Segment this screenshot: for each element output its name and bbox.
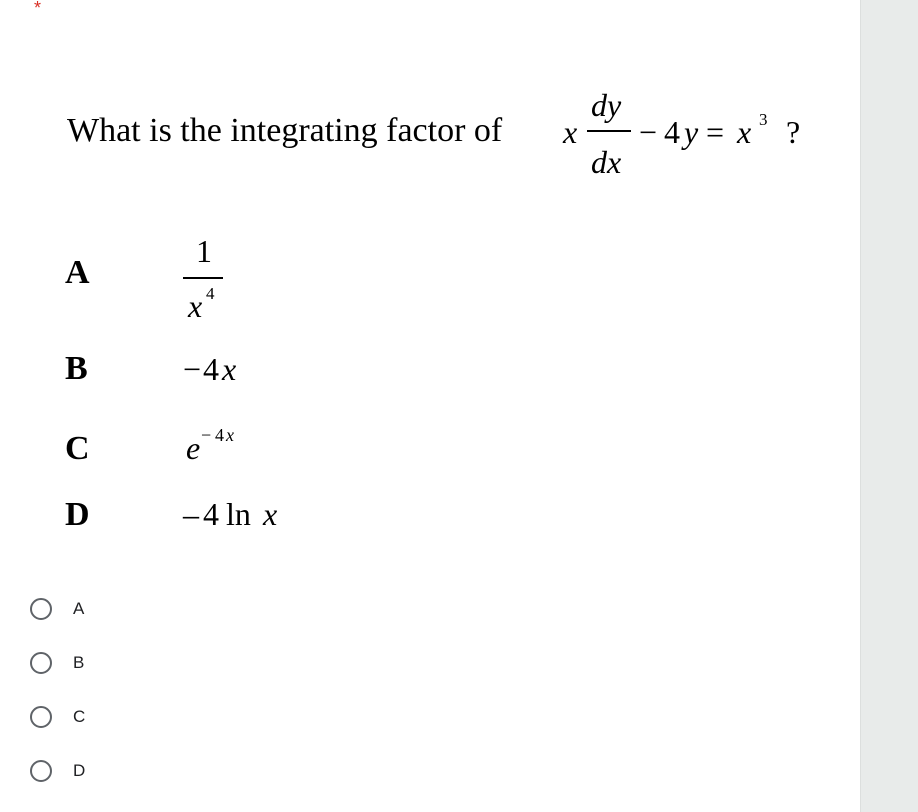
radio-label: D (73, 761, 86, 780)
option-c-exp-coeff: 4 (215, 425, 224, 445)
radio-label: B (73, 653, 85, 672)
eq-rhs-exponent: 3 (759, 110, 768, 129)
radio-label: A (73, 599, 85, 618)
option-a-fraction-bar (183, 277, 223, 279)
option-b-coeff: 4 (203, 351, 219, 387)
option-d-var: x (263, 496, 278, 532)
option-c-base: e (186, 430, 201, 466)
radio-button[interactable] (30, 706, 52, 728)
option-d-coeff: 4 (203, 496, 219, 532)
option-letter-c: C (65, 430, 90, 467)
option-d-fn: ln (226, 496, 251, 532)
option-letter-b: B (65, 350, 88, 387)
eq-numerator: dy (591, 87, 622, 123)
required-marker: * (34, 0, 42, 18)
radio-button[interactable] (30, 760, 52, 782)
eq-four: 4 (664, 114, 680, 150)
option-c-exp-minus: − (201, 425, 212, 445)
eq-coeff-x: x (563, 114, 578, 150)
option-letter-d: D (65, 496, 90, 533)
radio-option-a[interactable] (30, 594, 84, 624)
option-b-var: x (222, 351, 237, 387)
radio-button[interactable] (30, 598, 52, 620)
eq-y: y (684, 114, 699, 150)
radio-option-c[interactable] (30, 702, 85, 732)
option-a-base: x (188, 288, 203, 324)
option-letter-a: A (65, 254, 90, 291)
eq-equals: = (706, 114, 725, 150)
option-b-minus: − (183, 351, 202, 387)
radio-label: C (73, 707, 86, 726)
eq-denominator: dx (591, 144, 622, 180)
eq-fraction-bar (587, 130, 631, 132)
option-c-exp-var: x (226, 425, 234, 445)
option-d-minus: – (183, 496, 199, 532)
eq-rhs-base: x (737, 114, 752, 150)
radio-button[interactable] (30, 652, 52, 674)
radio-option-b[interactable] (30, 648, 84, 678)
eq-minus: − (639, 114, 658, 150)
radio-option-d[interactable] (30, 756, 85, 786)
option-a-exponent: 4 (206, 284, 215, 303)
side-panel (860, 0, 918, 812)
option-a-numerator: 1 (196, 233, 212, 269)
question-text: What is the integrating factor of (67, 112, 503, 149)
eq-question-mark: ? (786, 114, 801, 150)
